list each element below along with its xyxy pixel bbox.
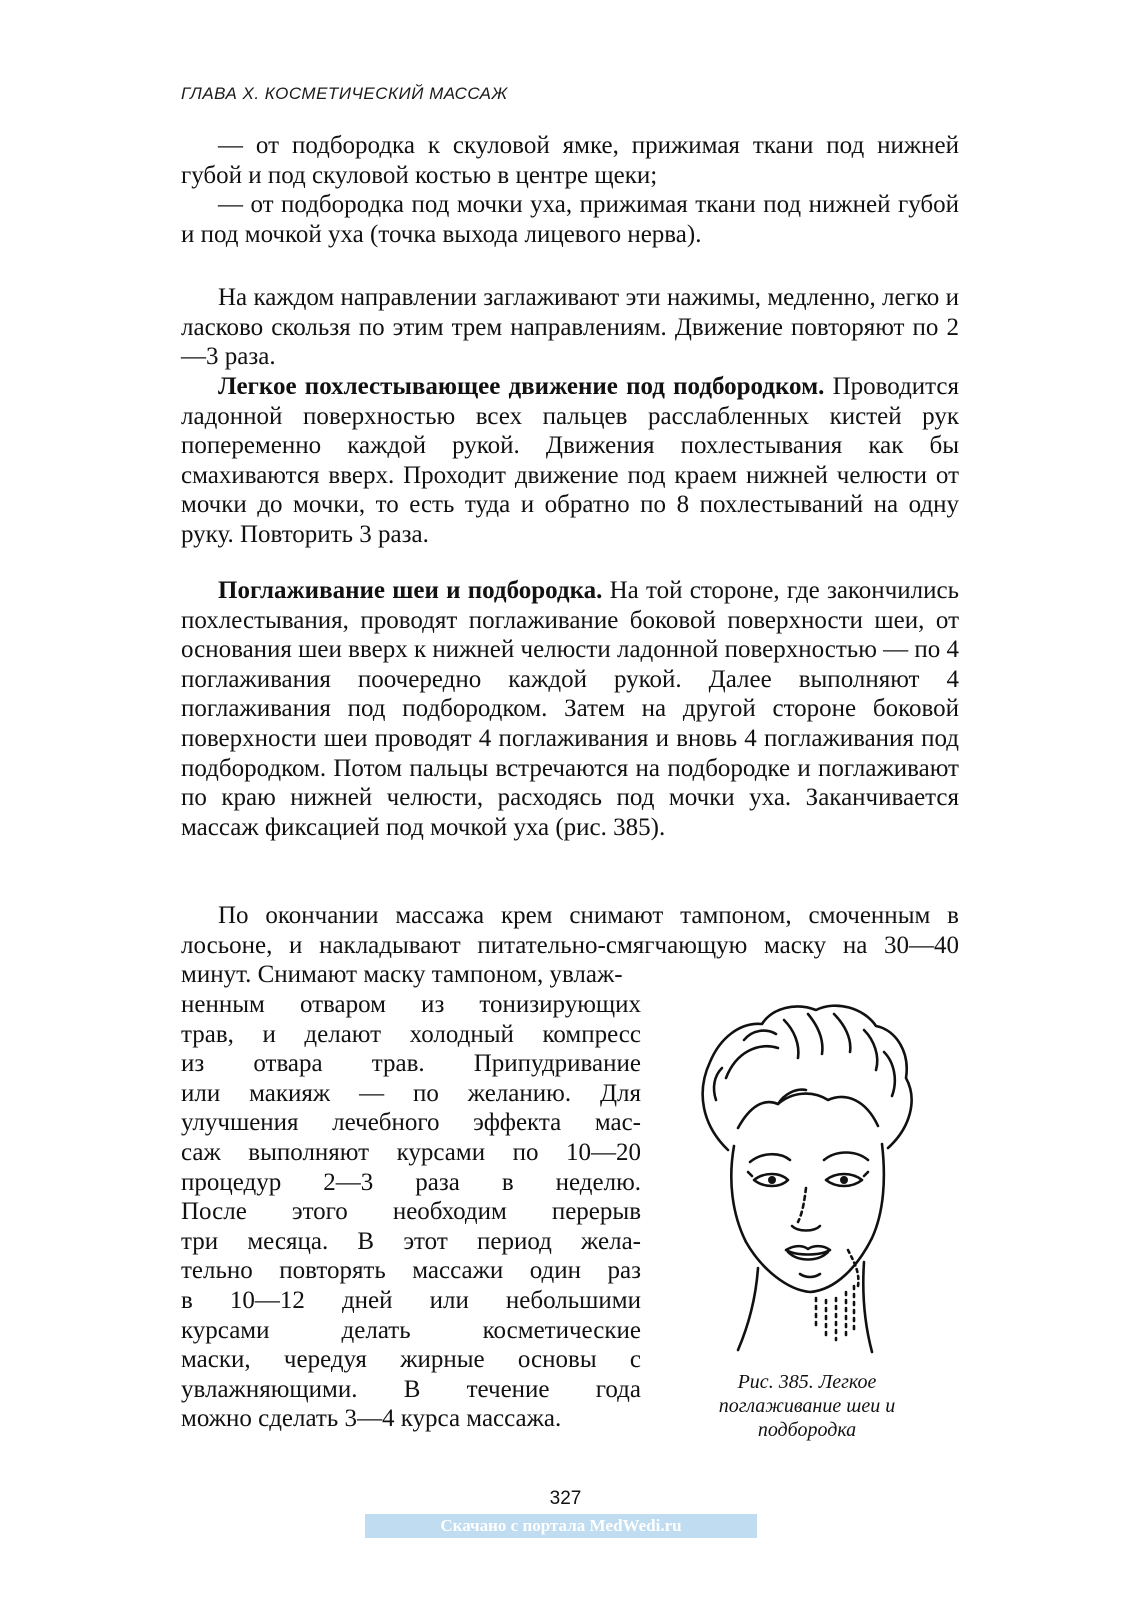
running-header: ГЛАВА Х. КОСМЕТИЧЕСКИЙ МАССАЖ (181, 84, 508, 103)
caption-line: Рис. 385. Легкое (737, 1371, 877, 1393)
text-line: тельно повторять массажи один раз (181, 1257, 641, 1285)
figure-caption (676, 1370, 938, 1442)
page-number: 327 (549, 1488, 582, 1509)
text-line: улучшения лечебного эффекта мас- (181, 1109, 641, 1137)
body-text-smoothing (181, 283, 959, 372)
paragraph-patting (181, 372, 959, 550)
body-text-directions (181, 131, 959, 249)
paragraph-smoothing: На каждом направлении заглаживают эти нажимы, медленно, легко и ласково скользя по этим трем направлениям. Движение повторяют по 2—3 раза. (181, 284, 959, 371)
paragraph-ending-continued (181, 990, 641, 1434)
text-line: курсами делать косметические (181, 1316, 641, 1344)
text-line: или макияж — по желанию. Для (181, 1079, 641, 1107)
face-illustration (688, 1000, 926, 1360)
text-line: процедур 2—3 раза в неделю. (181, 1168, 641, 1196)
text-line: трав, и делают холодный компресс (181, 1020, 641, 1048)
text-stroking: На той стороне, где закончились похлестывания, проводят поглаживание боковой поверхности шеи, от основания шеи вверх к нижней челюсти ладонной поверхностью — по 4 поглаживания поочередно каждой рукой. Далее выполняют 4 поглаживания под подбородком. Затем на другой стороне боковой поверхности шеи проводят 4 поглаживания и вновь 4 поглаживания под подбородком. Потом пальцы встречаются на подбородке и поглаживают по краю нижней челюсти, расходясь под мочки уха. Заканчивается массаж фиксацией под мочкой уха (рис. 385). (181, 577, 960, 841)
text-line: можно сделать 3—4 курса массажа. (181, 1405, 562, 1433)
text-line: в 10—12 дней или небольшими (181, 1286, 641, 1314)
paragraph-stroking (181, 576, 959, 842)
text-line: три месяца. В этот период жела- (181, 1227, 641, 1255)
paragraph-direction-1: — от подбородка к скуловой ямке, прижимая ткани под нижней губой и под скуловой костью в центре щеки; (181, 132, 959, 189)
text-line: ненным отваром из тонизирующих (181, 991, 641, 1018)
paragraph-ending: По окончании массажа крем снимают тампоном, смоченным в лосьоне, и накладывают питательно-смягчающую маску на 30—40 минут. Снимают маску тампоном, увлаж- (181, 902, 959, 989)
section-stroking (181, 576, 959, 842)
text-line: саж выполняют курсами по 10—20 (181, 1138, 641, 1166)
text-line: маски, чередуя жирные основы с (181, 1346, 641, 1374)
heading-stroking: Поглаживание шеи и подбородка. (218, 577, 603, 604)
text-line: из отвара трав. Припудривание (181, 1050, 641, 1078)
section-ending (181, 901, 959, 990)
text-patting: Проводится ладонной поверхностью всех пальцев расслабленных кистей рук попеременно каждой рукой. Движения похлестывания как бы смахиваются вверх. Проходит движение под краем нижней челюсти от мочки до мочки, то есть туда и обратно по 8 похлестываний на одну руку. Повторить 3 раза. (181, 373, 960, 548)
source-banner: Скачано с портала MedWedi.ru (365, 1514, 757, 1538)
heading-patting: Легкое похлестывающее движение под подбородком. (218, 373, 825, 400)
paragraph-direction-2: — от подбородка под мочки уха, прижимая ткани под нижней губой и под мочкой уха (точка выхода лицевого нерва). (181, 191, 959, 248)
text-line: увлажняющими. В течение года (181, 1375, 641, 1403)
caption-line: подбородка (757, 1419, 857, 1441)
section-patting (181, 372, 959, 550)
caption-line: поглаживание шеи и (718, 1395, 896, 1417)
text-line: После этого необходим перерыв (181, 1198, 641, 1226)
